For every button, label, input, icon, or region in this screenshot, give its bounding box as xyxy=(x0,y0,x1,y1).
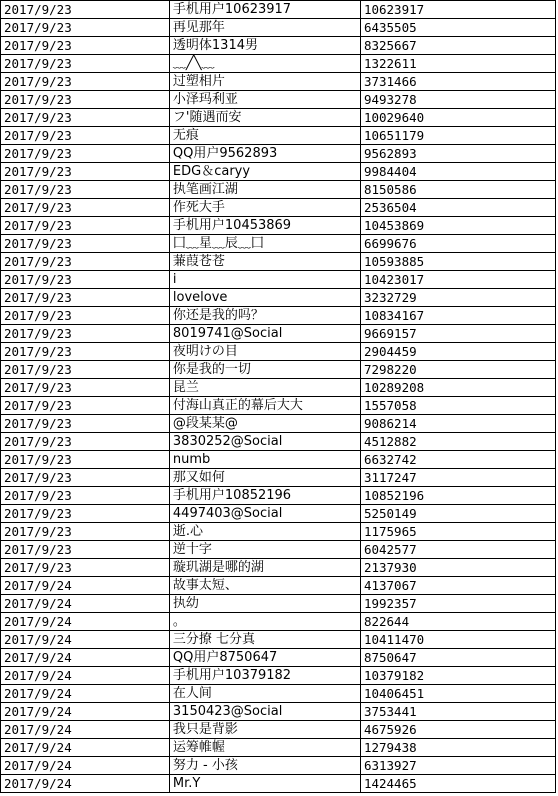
date-cell[interactable]: 2017/9/23 xyxy=(1,199,170,217)
id-cell[interactable]: 9493278 xyxy=(360,91,555,109)
table-row xyxy=(1,91,556,109)
name-cell[interactable]: 三分撩 七分真 xyxy=(169,631,360,649)
name-cell[interactable]: 手机用户10623917 xyxy=(169,1,360,19)
id-cell[interactable]: 10852196 xyxy=(360,487,555,505)
date-cell[interactable]: 2017/9/23 xyxy=(1,451,170,469)
name-cell[interactable]: 手机用户10453869 xyxy=(169,217,360,235)
date-cell[interactable]: 2017/9/23 xyxy=(1,505,170,523)
table-body xyxy=(1,1,556,793)
table-row xyxy=(1,307,556,325)
name-cell[interactable]: 昆兰 xyxy=(169,379,360,397)
name-cell[interactable]: 努力 - 小孩 xyxy=(169,757,360,775)
name-cell[interactable]: QQ用户9562893 xyxy=(169,145,360,163)
id-cell[interactable]: 9669157 xyxy=(360,325,555,343)
table-row xyxy=(1,217,556,235)
id-cell[interactable]: 1557058 xyxy=(360,397,555,415)
table-row xyxy=(1,253,556,271)
date-cell[interactable]: 2017/9/23 xyxy=(1,55,170,73)
id-cell[interactable]: 1175965 xyxy=(360,523,555,541)
date-cell[interactable]: 2017/9/23 xyxy=(1,433,170,451)
name-cell[interactable]: EDG＆caryy xyxy=(169,163,360,181)
id-cell[interactable]: 10593885 xyxy=(360,253,555,271)
id-cell[interactable]: 1424465 xyxy=(360,775,555,793)
date-cell[interactable]: 2017/9/23 xyxy=(1,469,170,487)
date-cell[interactable]: 2017/9/23 xyxy=(1,217,170,235)
name-cell[interactable]: 4497403@Social xyxy=(169,505,360,523)
name-cell[interactable]: 手机用户10852196 xyxy=(169,487,360,505)
name-cell[interactable]: 作死大手 xyxy=(169,199,360,217)
id-cell[interactable]: 2137930 xyxy=(360,559,555,577)
name-cell[interactable]: 那又如何 xyxy=(169,469,360,487)
date-cell[interactable]: 2017/9/23 xyxy=(1,127,170,145)
table-row xyxy=(1,487,556,505)
id-cell[interactable]: 9984404 xyxy=(360,163,555,181)
date-cell[interactable]: 2017/9/24 xyxy=(1,667,170,685)
id-cell[interactable]: 10289208 xyxy=(360,379,555,397)
table-row xyxy=(1,469,556,487)
table-row xyxy=(1,163,556,181)
table-row xyxy=(1,541,556,559)
name-cell[interactable]: 再见那年 xyxy=(169,19,360,37)
table-row xyxy=(1,235,556,253)
name-cell[interactable]: QQ用户8750647 xyxy=(169,649,360,667)
id-cell[interactable]: 4675926 xyxy=(360,721,555,739)
date-cell[interactable]: 2017/9/23 xyxy=(1,559,170,577)
id-cell[interactable]: 8325667 xyxy=(360,37,555,55)
table-row xyxy=(1,361,556,379)
table-row xyxy=(1,451,556,469)
id-cell[interactable]: 4137067 xyxy=(360,577,555,595)
name-cell[interactable]: 手机用户10379182 xyxy=(169,667,360,685)
date-cell[interactable]: 2017/9/23 xyxy=(1,487,170,505)
id-cell[interactable]: 6699676 xyxy=(360,235,555,253)
name-cell[interactable]: 你还是我的吗？ xyxy=(169,307,360,325)
id-cell[interactable]: 10651179 xyxy=(360,127,555,145)
date-cell[interactable]: 2017/9/23 xyxy=(1,1,170,19)
id-cell[interactable]: 3731466 xyxy=(360,73,555,91)
name-cell[interactable]: 故事太短、 xyxy=(169,577,360,595)
date-cell[interactable]: 2017/9/23 xyxy=(1,307,170,325)
name-cell[interactable]: 囗﹏星﹏辰﹏囗 xyxy=(169,235,360,253)
table-row xyxy=(1,145,556,163)
table-row xyxy=(1,739,556,757)
date-cell[interactable]: 2017/9/23 xyxy=(1,145,170,163)
name-cell[interactable]: 小泽玛利亚 xyxy=(169,91,360,109)
date-cell[interactable]: 2017/9/24 xyxy=(1,757,170,775)
date-cell[interactable]: 2017/9/24 xyxy=(1,631,170,649)
table-row xyxy=(1,775,556,793)
date-cell[interactable]: 2017/9/24 xyxy=(1,649,170,667)
date-cell[interactable]: 2017/9/24 xyxy=(1,613,170,631)
id-cell[interactable]: 2904459 xyxy=(360,343,555,361)
id-cell[interactable]: 6632742 xyxy=(360,451,555,469)
name-cell[interactable]: 8019741@Social xyxy=(169,325,360,343)
name-cell[interactable]: lovelove xyxy=(169,289,360,307)
table-row xyxy=(1,685,556,703)
date-cell[interactable]: 2017/9/23 xyxy=(1,181,170,199)
name-cell[interactable]: 透明体1314男 xyxy=(169,37,360,55)
date-cell[interactable]: 2017/9/23 xyxy=(1,397,170,415)
date-cell[interactable]: 2017/9/23 xyxy=(1,19,170,37)
name-cell[interactable]: numb xyxy=(169,451,360,469)
date-cell[interactable]: 2017/9/23 xyxy=(1,91,170,109)
date-cell[interactable]: 2017/9/24 xyxy=(1,775,170,793)
table-row xyxy=(1,73,556,91)
id-cell[interactable]: 10029640 xyxy=(360,109,555,127)
id-cell[interactable]: 10623917 xyxy=(360,1,555,19)
date-cell[interactable]: 2017/9/23 xyxy=(1,37,170,55)
date-cell[interactable]: 2017/9/24 xyxy=(1,721,170,739)
id-cell[interactable]: 10453869 xyxy=(360,217,555,235)
date-cell[interactable]: 2017/9/24 xyxy=(1,703,170,721)
table-row xyxy=(1,379,556,397)
id-cell[interactable]: 9086214 xyxy=(360,415,555,433)
date-cell[interactable]: 2017/9/24 xyxy=(1,739,170,757)
name-cell[interactable]: 无痕 xyxy=(169,127,360,145)
table-row xyxy=(1,397,556,415)
id-cell[interactable]: 6313927 xyxy=(360,757,555,775)
name-cell[interactable]: 付海山真正的幕后大大 xyxy=(169,397,360,415)
id-cell[interactable]: 1322611 xyxy=(360,55,555,73)
date-cell[interactable]: 2017/9/23 xyxy=(1,415,170,433)
table-row xyxy=(1,37,556,55)
name-cell[interactable]: @段某某@ xyxy=(169,415,360,433)
name-cell[interactable]: 过塑相片 xyxy=(169,73,360,91)
name-cell[interactable]: 运筹帷幄 xyxy=(169,739,360,757)
table-row xyxy=(1,289,556,307)
name-cell[interactable]: Mr.Y xyxy=(169,775,360,793)
id-cell[interactable]: 10406451 xyxy=(360,685,555,703)
table-row xyxy=(1,433,556,451)
date-cell[interactable]: 2017/9/23 xyxy=(1,541,170,559)
name-cell[interactable]: 夜明けの目 xyxy=(169,343,360,361)
date-cell[interactable]: 2017/9/24 xyxy=(1,685,170,703)
name-cell[interactable]: 3830252@Social xyxy=(169,433,360,451)
table-row xyxy=(1,55,556,73)
date-cell[interactable]: 2017/9/23 xyxy=(1,523,170,541)
name-cell[interactable]: 逆十字 xyxy=(169,541,360,559)
id-cell[interactable]: 4512882 xyxy=(360,433,555,451)
id-cell[interactable]: 8750647 xyxy=(360,649,555,667)
id-cell[interactable]: 8150586 xyxy=(360,181,555,199)
id-cell[interactable]: 9562893 xyxy=(360,145,555,163)
date-cell[interactable]: 2017/9/23 xyxy=(1,361,170,379)
date-cell[interactable]: 2017/9/24 xyxy=(1,595,170,613)
table-row xyxy=(1,757,556,775)
id-cell[interactable]: 10423017 xyxy=(360,271,555,289)
table-row xyxy=(1,649,556,667)
date-cell[interactable]: 2017/9/23 xyxy=(1,289,170,307)
id-cell[interactable]: 3117247 xyxy=(360,469,555,487)
table-row xyxy=(1,703,556,721)
id-cell[interactable]: 1992357 xyxy=(360,595,555,613)
id-cell[interactable]: 822644 xyxy=(360,613,555,631)
name-cell[interactable]: 3150423@Social xyxy=(169,703,360,721)
name-cell[interactable]: 在人间 xyxy=(169,685,360,703)
name-cell[interactable]: フ'随遇而安 xyxy=(169,109,360,127)
date-cell[interactable]: 2017/9/23 xyxy=(1,235,170,253)
name-cell[interactable]: 你是我的一切 xyxy=(169,361,360,379)
id-cell[interactable]: 10379182 xyxy=(360,667,555,685)
name-cell[interactable]: 逝.心 xyxy=(169,523,360,541)
table-row xyxy=(1,127,556,145)
date-cell[interactable]: 2017/9/23 xyxy=(1,163,170,181)
date-cell[interactable]: 2017/9/23 xyxy=(1,253,170,271)
id-cell[interactable]: 10411470 xyxy=(360,631,555,649)
table-row xyxy=(1,19,556,37)
table-row xyxy=(1,667,556,685)
date-cell[interactable]: 2017/9/24 xyxy=(1,577,170,595)
name-cell[interactable]: ﹏╱╲﹏ xyxy=(169,55,360,73)
id-cell[interactable]: 2536504 xyxy=(360,199,555,217)
date-cell[interactable]: 2017/9/23 xyxy=(1,73,170,91)
id-cell[interactable]: 3753441 xyxy=(360,703,555,721)
table-row xyxy=(1,505,556,523)
id-cell[interactable]: 7298220 xyxy=(360,361,555,379)
id-cell[interactable]: 6042577 xyxy=(360,541,555,559)
table-row xyxy=(1,631,556,649)
id-cell[interactable]: 1279438 xyxy=(360,739,555,757)
table-row xyxy=(1,1,556,19)
table-row xyxy=(1,415,556,433)
table-row xyxy=(1,559,556,577)
date-cell[interactable]: 2017/9/23 xyxy=(1,325,170,343)
name-cell[interactable]: 我只是背影 xyxy=(169,721,360,739)
table-row xyxy=(1,721,556,739)
table-row xyxy=(1,325,556,343)
id-cell[interactable]: 3232729 xyxy=(360,289,555,307)
date-cell[interactable]: 2017/9/23 xyxy=(1,109,170,127)
name-cell[interactable]: 。 xyxy=(169,613,360,631)
table-row xyxy=(1,343,556,361)
name-cell[interactable]: 璇玑湖是哪的湖 xyxy=(169,559,360,577)
id-cell[interactable]: 5250149 xyxy=(360,505,555,523)
date-cell[interactable]: 2017/9/23 xyxy=(1,343,170,361)
table-row xyxy=(1,577,556,595)
date-cell[interactable]: 2017/9/23 xyxy=(1,271,170,289)
date-cell[interactable]: 2017/9/23 xyxy=(1,379,170,397)
table-row xyxy=(1,613,556,631)
name-cell[interactable]: 执笔画江湖 xyxy=(169,181,360,199)
name-cell[interactable]: 蒹葭苍苍 xyxy=(169,253,360,271)
table-row xyxy=(1,523,556,541)
id-cell[interactable]: 10834167 xyxy=(360,307,555,325)
name-cell[interactable]: 执幼 xyxy=(169,595,360,613)
table-row xyxy=(1,181,556,199)
table-row xyxy=(1,271,556,289)
id-cell[interactable]: 6435505 xyxy=(360,19,555,37)
table-row xyxy=(1,199,556,217)
table-row xyxy=(1,595,556,613)
table-row xyxy=(1,109,556,127)
name-cell[interactable]: i xyxy=(169,271,360,289)
